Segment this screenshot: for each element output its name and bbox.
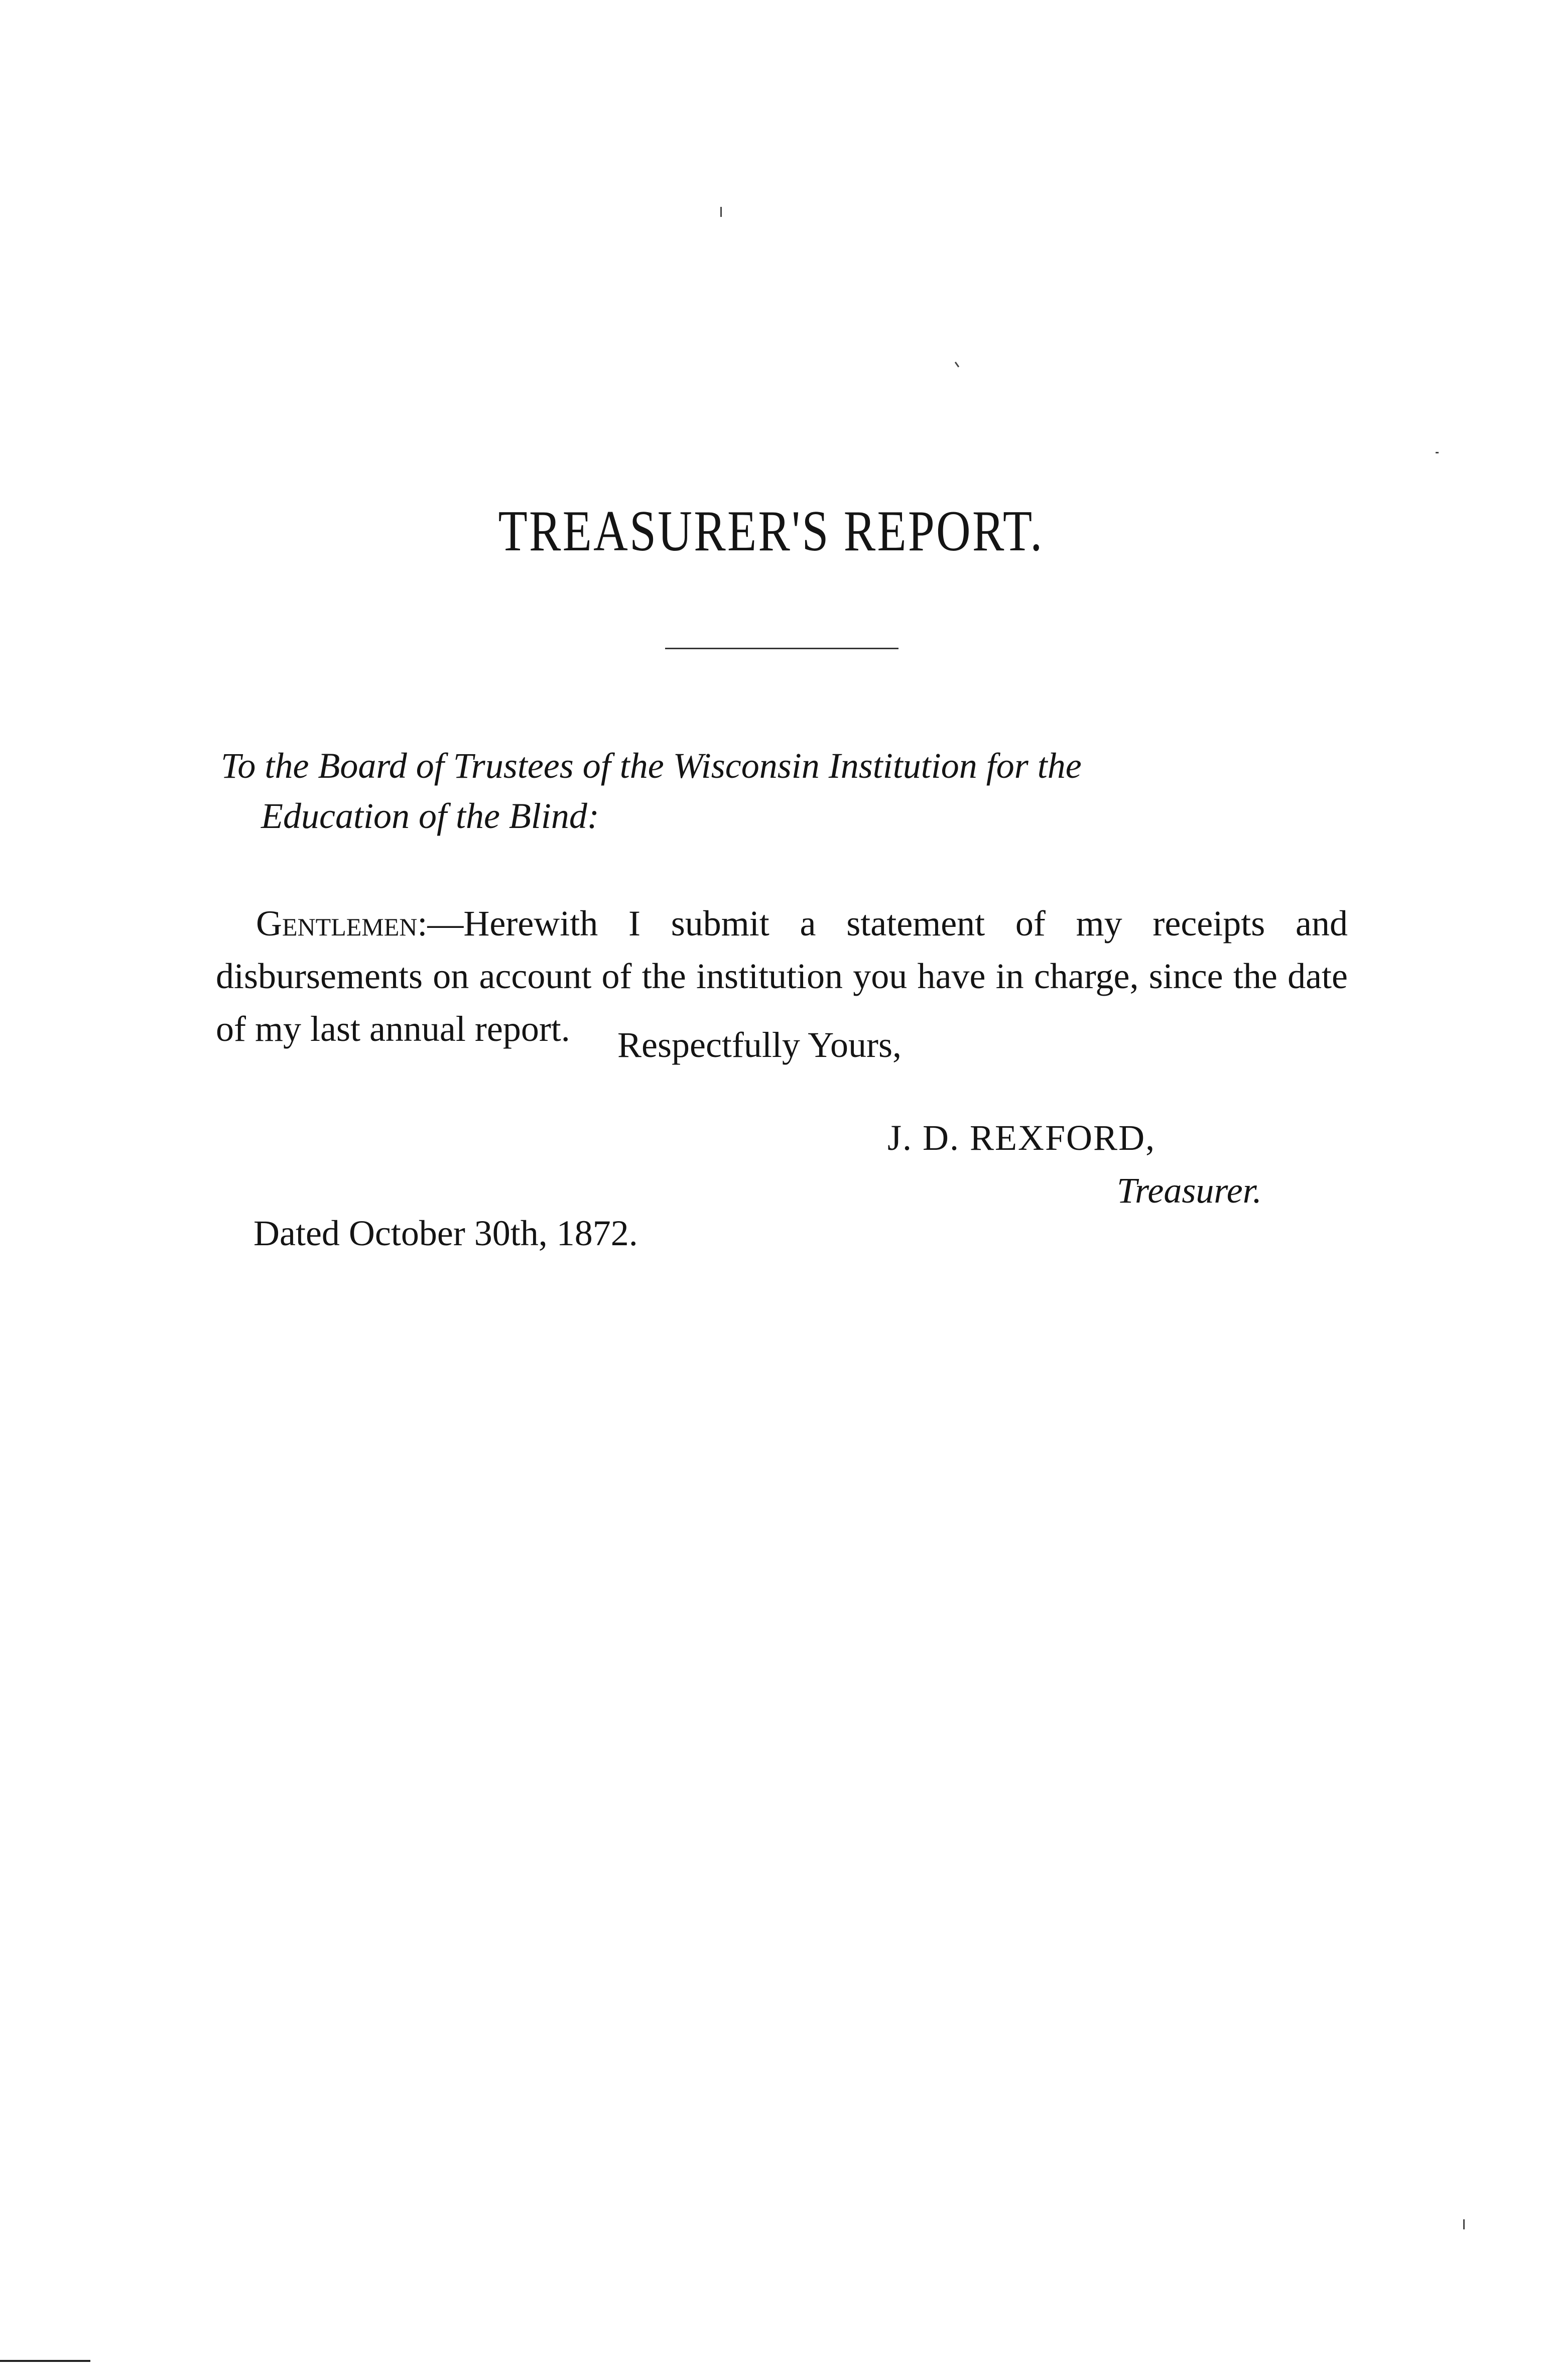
title-divider: [665, 648, 898, 649]
report-title: TREASURER'S REPORT.: [498, 499, 1044, 563]
signature-title: Treasurer.: [1117, 1170, 1262, 1211]
closing: Respectfully Yours,: [617, 1025, 902, 1065]
salutation: Gentlemen:: [256, 903, 428, 943]
scan-speck: [1436, 452, 1439, 453]
scan-speck: [1463, 2219, 1465, 2229]
page-edge-rule: [0, 2360, 90, 2362]
body-text: —Herewith I submit a statement of my receipts and disbursements on account of the institution you have in charge, since the date of my last annual report.: [216, 903, 1348, 1049]
address-line-1: To the Board of Trustees of the Wisconsin Institution for the: [221, 746, 1082, 786]
scan-speck: [955, 362, 959, 368]
address-line-2: Education of the Blind:: [261, 796, 599, 836]
signature-name: J. D. REXFORD,: [887, 1118, 1156, 1158]
scan-speck: [720, 207, 722, 217]
address-block: [221, 741, 1350, 841]
report-date: Dated October 30th, 1872.: [253, 1213, 638, 1253]
